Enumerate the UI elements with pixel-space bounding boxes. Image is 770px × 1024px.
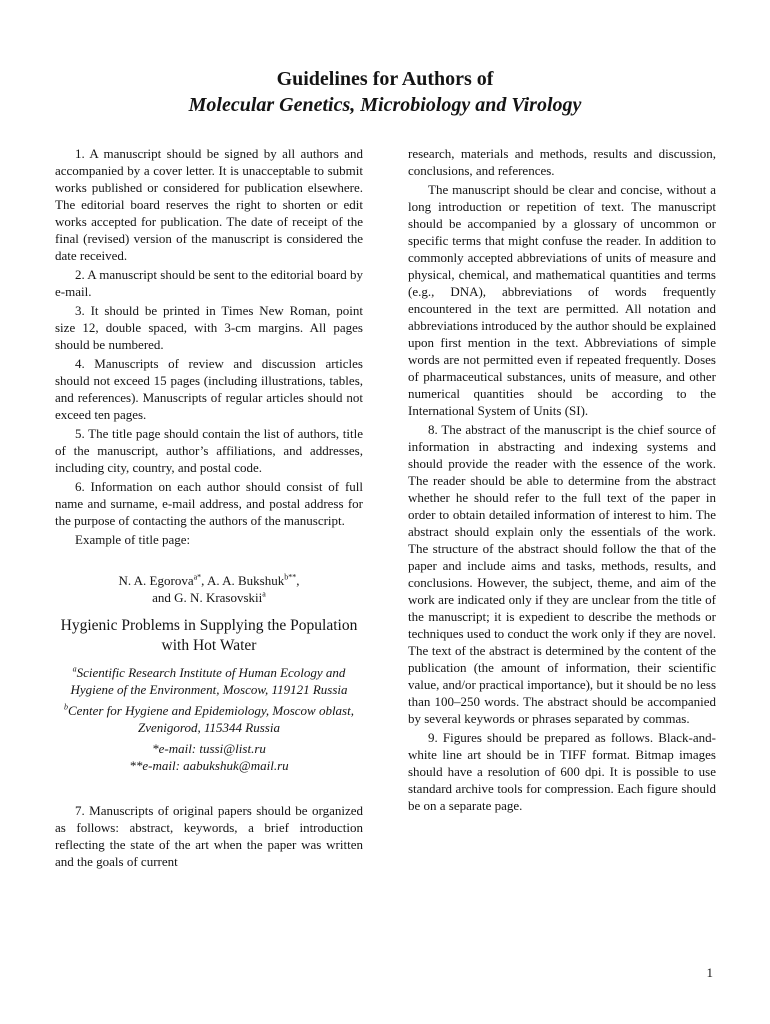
example-paper-title: Hygienic Problems in Supplying the Population with Hot Water — [60, 617, 358, 654]
affiliation-a: $^a$Scientific Research Institute of Human Ecology and Hygiene of the Environment, Moscow, 119121 Russia — [70, 664, 348, 697]
example-authors: N. A. Egorova$^{a*}$, A. A. Bukshuk$^{b**}$, and G. N. Krasovskii$^a$ — [118, 572, 300, 605]
author-2: A. A. Bukshuk — [206, 573, 285, 588]
title-page-example — [55, 572, 363, 774]
author-3: G. N. Krasovskii — [174, 590, 263, 605]
paragraph-9: 9. Figures should be prepared as follows. Black-and-white line art should be in TIFF format. Bitmap images should have a resolution of 600 dpi. It is possible to use standard archive tools for compression. Each figure should be on a separate page. — [408, 730, 716, 813]
paragraph-7: 7. Manuscripts of original papers should be organized as follows: abstract, keywords, a brief introduction reflecting the state of the art when the paper was written and the goals of current — [55, 803, 363, 869]
paragraph-1: 1. A manuscript should be signed by all authors and accompanied by a cover letter. It is unacceptable to submit works published or considered for publication elsewhere. The editorial board reserves the right to shorten or edit works accepted for publication. The date of receipt of the final (revised) version of the manuscript is considered the date received. — [55, 146, 363, 263]
document-title: Guidelines for Authors of — [276, 68, 494, 90]
email-2: **e-mail: aabukshuk@mail.ru — [129, 758, 289, 773]
paragraph-3: 3. It should be printed in Times New Roman, point size 12, double spaced, with 3-cm margins. All pages should be numbered. — [55, 303, 363, 352]
example-label: Example of title page: — [75, 532, 191, 547]
paragraph-5: 5. The title page should contain the list of authors, title of the manuscript, author’s affiliations, and addresses, including city, country, and postal code. — [55, 426, 363, 475]
paragraph-7-continued: research, materials and methods, results and discussion, conclusions, and references. — [408, 146, 716, 178]
paragraph-8: 8. The abstract of the manuscript is the chief source of information in abstracting and indexing systems and should provide the reader with the essence of the work. The reader should be able to determine from the abstract whether he should refer to the full text of the paper in order to obtain detailed information of interest to him. The abstract should explain only the essentials of the work. The structure of the abstract should follow the that of the paper and include aims and tasks, methods, results, and conclusions. However, the subject, theme, and aim of the work are indicated only if they are unclear from the title of the manuscript; it is expedient to describe the methods or techniques used to conduct the work only if they are novel. The text of the abstract is determined by the content of the publication (the amount of information, their scientific value, and/or practical importance), but it should be no less than 100–250 words. The abstract should be accompanied by several keywords or phrases separated by commas. — [408, 422, 716, 726]
journal-name: Molecular Genetics, Microbiology and Virology — [188, 94, 582, 116]
paragraph-2: 2. A manuscript should be sent to the editorial board by e-mail. — [55, 267, 363, 299]
paragraph-4: 4. Manuscripts of review and discussion articles should not exceed 15 pages (including illustrations, tables, and references). Manuscripts of regular articles should not exceed ten pages. — [55, 356, 363, 422]
author-1: N. A. Egorova — [118, 573, 194, 588]
right-column — [408, 145, 716, 816]
affiliation-b: $^b$Center for Hygiene and Epidemiology, Moscow oblast, Zvenigorod, 115344 Russia — [64, 702, 354, 735]
page-number: 1 — [706, 965, 713, 980]
email-1: *e-mail: tussi@list.ru — [152, 741, 266, 756]
paragraph-manuscript-clarity: The manuscript should be clear and concise, without a long introduction or repetition of text. The manuscript should be accompanied by a glossary of uncommon or specific terms that might confuse the reader. In addition to commonly accepted abbreviations of units of measure and physical, chemical, and mathematical quantities and terms (e.g., DNA), abbreviations of words frequently encountered in the text are permitted. All notation and abbreviations introduced by the author should be explained upon first mention in the text. Abbreviations of simple words are not permitted even if repeated frequently. Doses of pharmaceutical substances, units of measure, and other numerical quantities should be according to the International System of Units (SI). — [408, 182, 716, 418]
paragraph-6: 6. Information on each author should consist of full name and surname, e-mail address, and postal address for the purpose of contacting the authors of the manuscript. — [55, 479, 363, 528]
left-column — [55, 145, 363, 872]
